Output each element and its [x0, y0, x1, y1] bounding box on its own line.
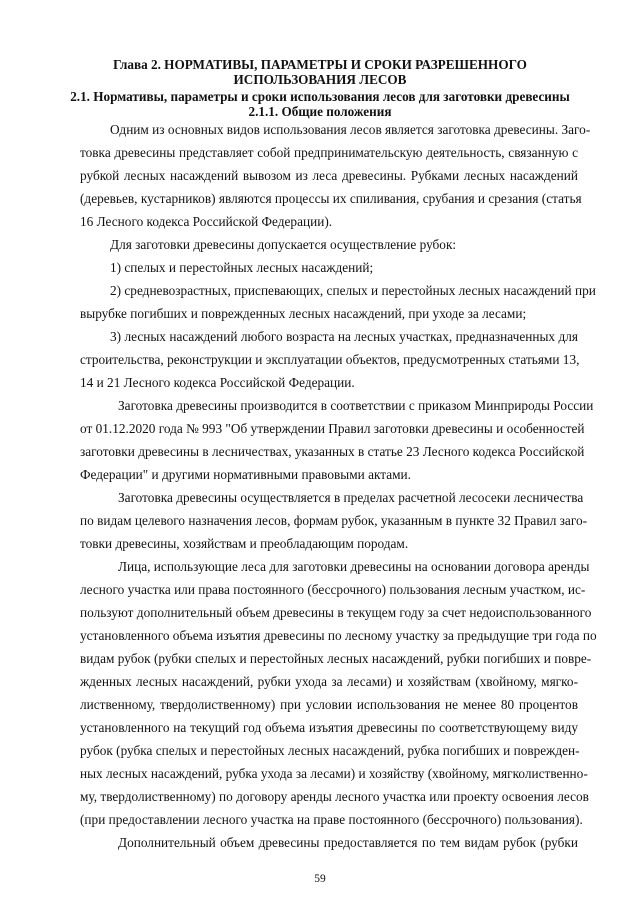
text-line: 14 и 21 Лесного кодекса Российской Федерации.: [80, 375, 355, 390]
text-line: рубок (рубка спелых и перестойных лесных насаждений, рубка погибших и поврежден-: [80, 743, 580, 758]
text-line: строительства, реконструкции и эксплуатации объектов, предусмотренных статьями 13,: [80, 352, 580, 367]
text-line: Одним из основных видов использования лесов является заготовка древесины. Заго-: [110, 122, 591, 137]
text-line: товки древесины, хозяйствам и преобладающим породам.: [80, 536, 409, 551]
text-line: 2) средневозрастных, приспевающих, спелых и перестойных лесных насаждений при: [110, 283, 596, 298]
section-title: 2.1. Нормативы, параметры и сроки использования лесов для заготовки древесины: [70, 89, 570, 104]
text-line: му, твердолиственному) по договору аренды лесного участка или проекту освоения лесов: [80, 789, 589, 804]
text-line: Федерации" и другими нормативными правовыми актами.: [80, 467, 411, 482]
text-line: вырубке погибших и поврежденных лесных насаждений, при уходе за лесами;: [80, 306, 527, 321]
text-line: рубкой лесных насаждений вывозом из леса древесины. Рубками лесных насаждений: [80, 168, 578, 183]
text-line: Для заготовки древесины допускается осуществление рубок:: [110, 237, 457, 252]
text-line: (деревьев, кустарников) являются процессы их спиливания, срубания и срезания (статья: [80, 191, 582, 206]
text-line: 1) спелых и перестойных лесных насаждений;: [110, 260, 374, 275]
text-line: установленного объема изъятия древесины по лесному участку за предыдущие три года по: [80, 628, 597, 643]
text-line: (при предоставлении лесного участка на праве постоянного (бессрочного) пользования).: [80, 812, 583, 827]
text-line: лесного участка или права постоянного (бессрочного) пользования лесным участком, ис-: [80, 582, 586, 597]
text-line: пользуют дополнительный объем древесины в текущем году за счет недоиспользованного: [80, 605, 592, 620]
text-line: Дополнительный объем древесины предоставляется по тем видам рубок (рубки: [118, 835, 578, 850]
text-line: товка древесины представляет собой предпринимательскую деятельность, связанную с: [80, 145, 578, 160]
text-line: жденных лесных насаждений, рубки ухода за лесами) и хозяйствам (хвойному, мягко-: [80, 674, 578, 689]
text-line: Заготовка древесины осуществляется в пределах расчетной лесосеки лесничества: [118, 490, 584, 505]
text-line: Лица, использующие леса для заготовки древесины на основании договора аренды: [118, 559, 590, 574]
text-line: ных лесных насаждений, рубка ухода за лесами) и хозяйству (хвойному, мягколиственно-: [80, 766, 588, 781]
text-line: от 01.12.2020 года № 993 "Об утверждении Правил заготовки древесины и особенностей: [80, 421, 585, 436]
text-line: видам рубок (рубки спелых и перестойных лесных насаждений, рубки погибших и повре-: [80, 651, 592, 666]
text-line: заготовки древесины в лесничествах, указанных в статье 23 Лесного кодекса Российской: [80, 444, 585, 459]
text-line: 16 Лесного кодекса Российской Федерации).: [80, 214, 333, 229]
text-line: лиственному, твердолиственному) при условии использования не менее 80 процентов: [80, 697, 578, 712]
subsection-title: 2.1.1. Общие положения: [248, 104, 392, 119]
text-line: по видам целевого назначения лесов, формам рубок, указанным в пункте 32 Правил заго-: [80, 513, 588, 528]
text-line: Заготовка древесины производится в соответствии с приказом Минприроды России: [118, 398, 594, 413]
text-line: установленного на текущий год объема изъятия древесины по соответствующему виду: [80, 720, 578, 735]
page-number: 59: [314, 873, 326, 885]
text-line: 3) лесных насаждений любого возраста на лесных участках, предназначенных для: [110, 329, 578, 344]
chapter-title: Глава 2. НОРМАТИВЫ, ПАРАМЕТРЫ И СРОКИ РАЗРЕШЕННОГО ИСПОЛЬЗОВАНИЯ ЛЕСОВ: [113, 57, 527, 87]
